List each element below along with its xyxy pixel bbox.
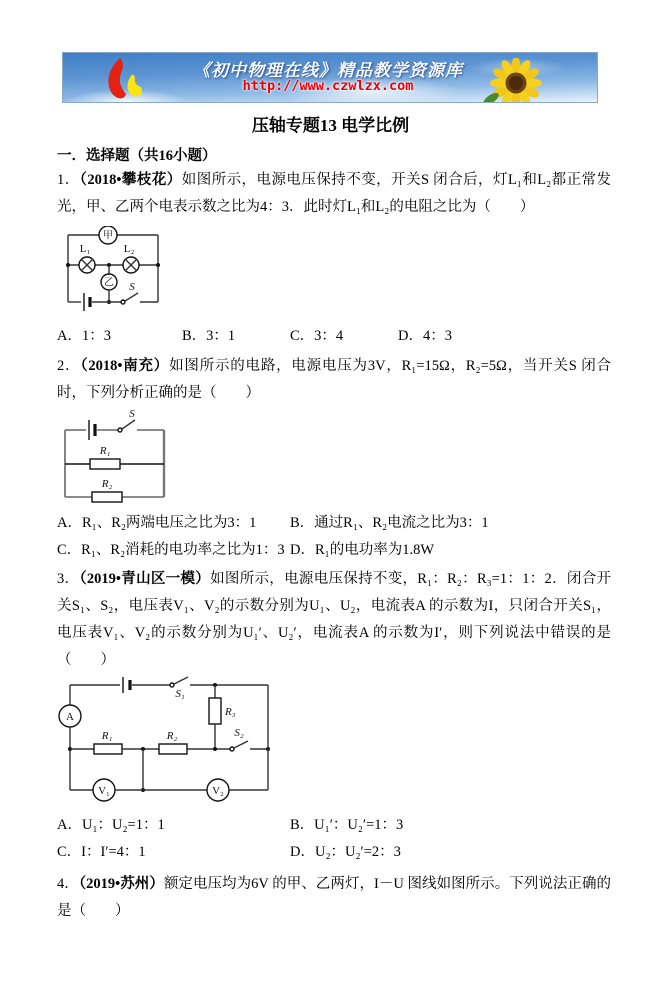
- q1-option-a: A．1：3: [57, 328, 111, 344]
- resistor-r2-label: R₂: [166, 730, 178, 742]
- question-2-source: （2018•南充）: [80, 358, 170, 374]
- question-3: [57, 566, 611, 674]
- section-heading: 一．选择题（共16小题）: [57, 148, 217, 164]
- switch-s-icon: [121, 300, 125, 304]
- question-1-number: 1．: [57, 172, 80, 188]
- q1-option-c: C．3：4: [290, 328, 344, 344]
- q3-option-c: C．I：I′=4：1: [57, 844, 146, 860]
- switch-s-label: S: [129, 408, 135, 420]
- question-2-number: 2．: [57, 358, 81, 374]
- site-banner: [62, 52, 598, 103]
- site-url: http://www.czwlzx.com: [242, 78, 414, 94]
- switch-s1-label: S₁: [175, 688, 185, 700]
- q2-options: [57, 510, 661, 564]
- question-2: [57, 353, 611, 407]
- switch-s1-icon: [170, 683, 174, 687]
- q2-option-b: B．通过R₁、R₂电流之比为3：1: [290, 515, 489, 531]
- resistor-r1-icon: [94, 744, 122, 754]
- resistor-r3-label: R₃: [225, 706, 236, 718]
- page-title: 压轴专题13 电学比例: [251, 116, 410, 135]
- q3-option-b: B．U₁′：U₂′=1：3: [290, 817, 404, 833]
- q1-option-b: B．3：1: [182, 328, 236, 344]
- resistor-r2-label: R₂: [101, 478, 113, 490]
- ammeter-label: A: [66, 711, 74, 723]
- lamp-l2-label: L₂: [123, 243, 135, 255]
- voltmeter-v2-label: V₂: [212, 785, 224, 797]
- switch-s2-icon: [230, 747, 234, 751]
- site-title: 《初中物理在线》精品教学资源库: [193, 61, 463, 80]
- resistor-r1-label: R₁: [101, 730, 113, 742]
- voltmeter-v1-label: V₁: [98, 785, 110, 797]
- question-4-text: 额定电压均为6V 的甲、乙两灯，I－U 图线如图所示。下列说法正确的是（ ）: [57, 876, 612, 919]
- q2-option-d: D．R₁的电功率为1.8W: [290, 542, 435, 558]
- question-4: [57, 871, 611, 925]
- question-3-text: 如图所示，电源电压保持不变，R₁：R₂：R₃=1：1：2．闭合开关S₁、S₂，电压表V₁、V₂的示数分别为U₁、U₂，电流表A 的示数为I，只闭合开关S₁，电压表V₁、V₂的示数分别为U₁′、U₂′，电流表A 的示数为I′，则下列说法中错误的是（ ）: [57, 571, 612, 668]
- meter-yi-label: 乙: [104, 277, 114, 289]
- q1-options: [57, 323, 661, 350]
- resistor-r2-icon: [92, 492, 122, 502]
- switch-s-label: S: [129, 281, 135, 293]
- q2-option-a: A．R₁、R₂两端电压之比为3：1: [57, 515, 257, 531]
- circuit-diagram-q1: [65, 226, 185, 318]
- q2-option-c: C．R₁、R₂消耗的电功率之比为1：3: [57, 542, 285, 558]
- q1-option-d: D．4：3: [398, 328, 452, 344]
- question-3-source: （2019•青山区一模）: [79, 571, 211, 587]
- question-1: [57, 167, 611, 221]
- question-1-text: 如图所示，电源电压保持不变，开关S 闭合后，灯L₁和L₂都正常发光，甲、乙两个电表示数之比为4：3．此时灯L₁和L₂的电阻之比为（ ）: [57, 172, 612, 215]
- question-2-text: 如图所示的电路，电源电压为3V，R₁=15Ω，R₂=5Ω，当开关S 闭合时，下列分析正确的是（ ）: [57, 358, 611, 401]
- switch-s2-label: S₂: [234, 727, 244, 739]
- q3-option-a: A．U₁：U₂=1：1: [57, 817, 165, 833]
- question-3-number: 3．: [57, 571, 80, 587]
- resistor-r1-icon: [90, 459, 120, 469]
- question-1-source: （2018•攀枝花）: [79, 172, 182, 188]
- sunflower-icon: [475, 58, 557, 103]
- circuit-diagram-q2: [62, 408, 168, 506]
- site-logo-icon: [95, 55, 153, 102]
- question-4-source: （2019•苏州）: [78, 876, 164, 892]
- resistor-r2-icon: [159, 744, 187, 754]
- lamp-l1-label: L₁: [79, 243, 91, 255]
- switch-s-icon: [118, 428, 122, 432]
- question-4-number: 4．: [57, 876, 79, 892]
- q3-options: [57, 812, 661, 866]
- resistor-r3-icon: [209, 698, 221, 724]
- resistor-r1-label: R₁: [99, 445, 111, 457]
- circuit-diagram-q3: [58, 676, 272, 806]
- meter-jia-label: 甲: [103, 230, 113, 242]
- q3-option-d: D．U₂：U₂′=2：3: [290, 844, 401, 860]
